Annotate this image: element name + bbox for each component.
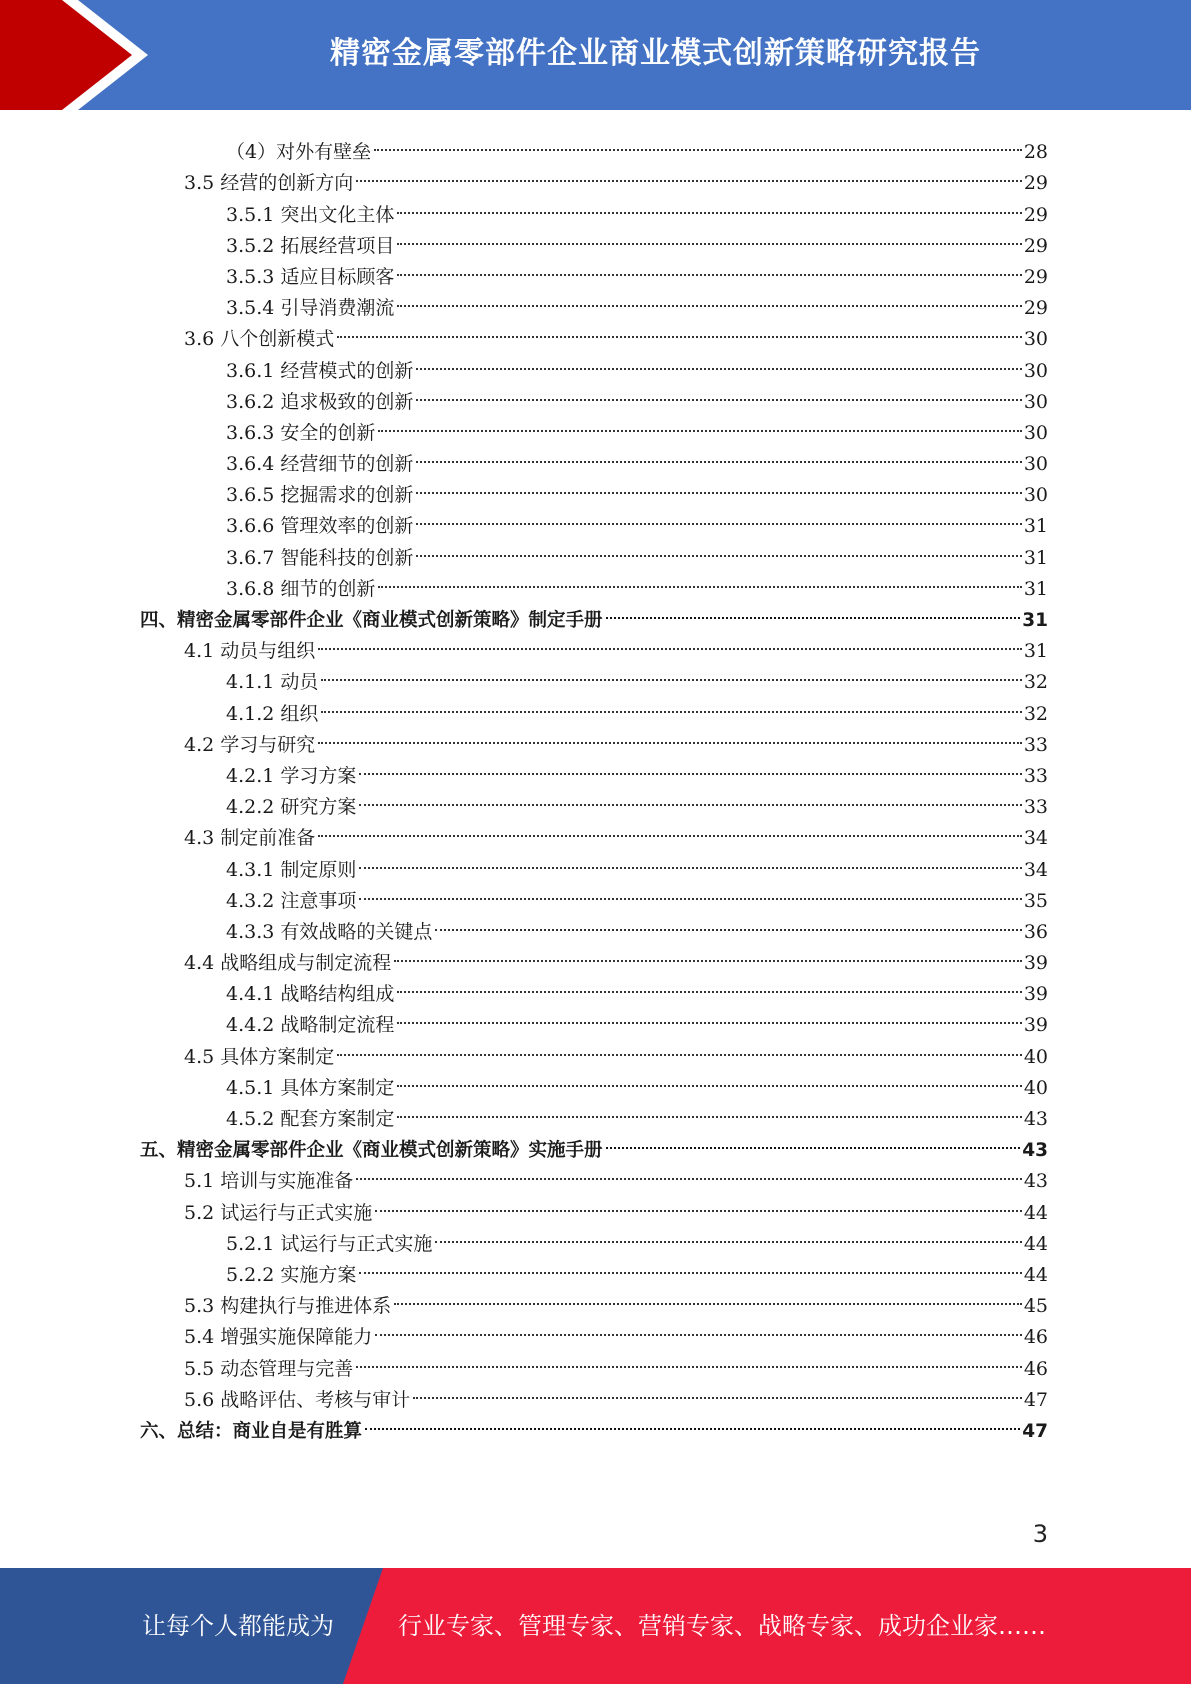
- toc-dot-leader: [378, 564, 1021, 595]
- table-of-contents: [140, 127, 1048, 1442]
- toc-entry-label: 3.6.8 细节的创新: [226, 577, 376, 600]
- toc-dot-leader: [321, 688, 1021, 719]
- toc-dot-leader: [435, 1219, 1021, 1250]
- toc-entry-page: 31: [1023, 577, 1048, 600]
- toc-entry-label: 3.6.6 管理效率的创新: [226, 515, 414, 538]
- toc-dot-leader: [356, 1156, 1022, 1187]
- toc-entry-label: 4.3.1 制定原则: [226, 858, 357, 881]
- toc-dot-leader: [416, 439, 1021, 470]
- toc-entry-page: 32: [1023, 702, 1048, 725]
- toc-entry-label: 3.6.7 智能科技的创新: [226, 546, 414, 569]
- toc-dot-leader: [318, 720, 1022, 751]
- toc-dot-leader: [359, 844, 1021, 875]
- toc-entry-label: （4）对外有壁垒: [226, 141, 372, 164]
- toc-entry-page: 31: [1022, 610, 1048, 631]
- toc-dot-leader: [397, 283, 1021, 314]
- toc-dot-leader: [359, 1250, 1021, 1281]
- toc-entry-label: 4.5 具体方案制定: [184, 1045, 335, 1068]
- toc-entry-label: 5.4 增强实施保障能力: [184, 1326, 373, 1349]
- toc-entry-page: 40: [1023, 1045, 1048, 1068]
- toc-entry-page: 43: [1023, 1170, 1048, 1193]
- toc-entry-label: 3.5.3 适应目标顾客: [226, 265, 395, 288]
- toc-dot-leader: [397, 221, 1021, 252]
- toc-entry-label: 4.4 战略组成与制定流程: [184, 952, 392, 975]
- toc-dot-leader: [374, 127, 1022, 158]
- toc-entry-page: 39: [1023, 983, 1048, 1006]
- toc-entry-label: 5.3 构建执行与推进体系: [184, 1295, 392, 1318]
- toc-dot-leader: [397, 969, 1021, 1000]
- toc-dot-leader: [356, 1343, 1022, 1374]
- toc-entry-page: 39: [1023, 952, 1048, 975]
- toc-dot-leader: [606, 595, 1021, 626]
- toc-dot-leader: [416, 345, 1021, 376]
- toc-dot-leader: [337, 1031, 1022, 1062]
- toc-entry-label: 3.5.4 引导消费潮流: [226, 297, 395, 320]
- toc-entry-page: 30: [1023, 484, 1048, 507]
- toc-entry-page: 43: [1023, 1108, 1048, 1130]
- page-footer: [0, 1568, 1191, 1684]
- toc-dot-leader: [375, 1187, 1022, 1218]
- toc-dot-leader: [416, 470, 1021, 501]
- toc-entry-page: 30: [1023, 359, 1048, 382]
- toc-entry-label: 4.3.2 注意事项: [226, 889, 357, 912]
- footer-slogan-left: 让每个人都能成为: [142, 1612, 334, 1640]
- toc-entry-label: 3.5.1 突出文化主体: [226, 203, 395, 226]
- toc-entry-label: 5.1 培训与实施准备: [184, 1170, 354, 1193]
- toc-entry-page: 43: [1022, 1140, 1048, 1162]
- toc-entry-label: 4.1 动员与组织: [184, 640, 316, 663]
- toc-entry-page: 31: [1023, 640, 1048, 663]
- toc-entry-page: 33: [1023, 733, 1048, 756]
- toc-dot-leader: [394, 938, 1022, 969]
- toc-entry-page: 30: [1023, 390, 1048, 413]
- toc-entry-page: 46: [1023, 1326, 1048, 1349]
- header-arrow-decoration: [0, 0, 160, 110]
- toc-entry-page: 30: [1023, 421, 1048, 444]
- toc-entry-label: 4.4.1 战略结构组成: [226, 983, 395, 1006]
- toc-dot-leader: [359, 751, 1021, 782]
- toc-entry-page: 39: [1023, 1014, 1048, 1037]
- toc-dot-leader: [397, 252, 1021, 283]
- toc-entry-page: 33: [1023, 764, 1048, 787]
- toc-entry-label: 4.3.3 有效战略的关键点: [226, 920, 433, 943]
- toc-dot-leader: [318, 626, 1022, 657]
- toc-entry-label: 3.6.1 经营模式的创新: [226, 359, 414, 382]
- toc-entry-label: 4.5.1 具体方案制定: [226, 1076, 395, 1099]
- toc-entry-page: 29: [1023, 234, 1048, 257]
- toc-dot-leader: [397, 1000, 1021, 1031]
- toc-entry-label: 5.5 动态管理与完善: [184, 1357, 354, 1380]
- toc-entry-page: 31: [1023, 546, 1048, 569]
- report-title: 精密金属零部件企业商业模式创新策略研究报告: [330, 36, 981, 71]
- toc-dot-leader: [356, 158, 1022, 189]
- toc-entry-page: 35: [1023, 889, 1048, 912]
- toc-dot-leader: [365, 1406, 1020, 1437]
- toc-entry-label: 4.2.2 研究方案: [226, 796, 357, 819]
- toc-entry-label: 4.5.2 配套方案制定: [226, 1108, 395, 1130]
- toc-entry-page: 36: [1023, 920, 1048, 943]
- toc-dot-leader: [321, 657, 1021, 688]
- page-header: [0, 0, 1191, 110]
- toc-dot-leader: [606, 1125, 1021, 1156]
- toc-dot-leader: [359, 876, 1021, 907]
- toc-entry-page: 33: [1023, 796, 1048, 819]
- toc-entry-label: 5.2.2 实施方案: [226, 1263, 357, 1286]
- toc-entry-page: 34: [1023, 827, 1048, 850]
- toc-entry-label: 5.2 试运行与正式实施: [184, 1201, 373, 1224]
- toc-entry-page: 32: [1023, 671, 1048, 694]
- toc-entry-page: 29: [1023, 172, 1048, 195]
- toc-entry-page: 44: [1023, 1263, 1048, 1286]
- toc-entry-page: 44: [1023, 1201, 1048, 1224]
- toc-entry-label: 3.5 经营的创新方向: [184, 172, 354, 195]
- toc-entry-label: 3.6.3 安全的创新: [226, 421, 376, 444]
- toc-entry-page: 28: [1023, 141, 1048, 164]
- page-number: 3: [1032, 1520, 1048, 1548]
- toc-dot-leader: [375, 1312, 1022, 1343]
- toc-entry-page: 47: [1023, 1388, 1048, 1411]
- toc-dot-leader: [416, 501, 1021, 532]
- toc-dot-leader: [359, 782, 1021, 813]
- toc-entry-page: 47: [1022, 1420, 1048, 1442]
- toc-entry[interactable]: [140, 127, 1048, 164]
- toc-entry-label: 3.6 八个创新模式: [184, 328, 335, 351]
- toc-entry-page: 45: [1023, 1295, 1048, 1318]
- toc-entry-label: 3.6.5 挖掘需求的创新: [226, 484, 414, 507]
- toc-entry-label: 4.2.1 学习方案: [226, 764, 357, 787]
- toc-entry-label: 3.6.2 追求极致的创新: [226, 390, 414, 413]
- toc-dot-leader: [378, 408, 1021, 439]
- toc-entry-label: 4.2 学习与研究: [184, 733, 316, 756]
- toc-entry-label: 4.3 制定前准备: [184, 827, 316, 850]
- toc-dot-leader: [413, 1375, 1022, 1406]
- toc-entry-label: 5.2.1 试运行与正式实施: [226, 1232, 433, 1255]
- toc-dot-leader: [416, 377, 1021, 408]
- toc-entry-label: 3.5.2 拓展经营项目: [226, 234, 395, 257]
- toc-dot-leader: [397, 1094, 1021, 1125]
- toc-entry-page: 31: [1023, 515, 1048, 538]
- footer-slogan-right: 行业专家、管理专家、营销专家、战略专家、成功企业家……: [398, 1612, 1046, 1640]
- toc-entry-page: 29: [1023, 297, 1048, 320]
- toc-dot-leader: [435, 907, 1021, 938]
- toc-entry-label: 4.1.1 动员: [226, 671, 319, 694]
- toc-dot-leader: [397, 189, 1021, 220]
- toc-entry-label: 六、总结：商业自是有胜算: [140, 1420, 363, 1442]
- toc-dot-leader: [416, 532, 1021, 563]
- toc-entry-page: 34: [1023, 858, 1048, 881]
- toc-entry-label: 5.6 战略评估、考核与审计: [184, 1388, 411, 1411]
- toc-dot-leader: [394, 1281, 1022, 1312]
- toc-entry-label: 四、精密金属零部件企业《商业模式创新策略》制定手册: [140, 610, 603, 631]
- toc-entry-label: 3.6.4 经营细节的创新: [226, 453, 414, 476]
- toc-dot-leader: [337, 314, 1022, 345]
- toc-entry-page: 44: [1023, 1232, 1048, 1255]
- toc-entry-page: 29: [1023, 265, 1048, 288]
- toc-entry-page: 30: [1023, 453, 1048, 476]
- toc-entry-page: 29: [1023, 203, 1048, 226]
- toc-entry-label: 4.1.2 组织: [226, 702, 319, 725]
- toc-entry-label: 4.4.2 战略制定流程: [226, 1014, 395, 1037]
- toc-entry-page: 30: [1023, 328, 1048, 351]
- toc-entry-label: 五、精密金属零部件企业《商业模式创新策略》实施手册: [140, 1140, 603, 1162]
- toc-entry-page: 46: [1023, 1357, 1048, 1380]
- toc-dot-leader: [397, 1063, 1021, 1094]
- toc-entry-page: 40: [1023, 1076, 1048, 1099]
- toc-dot-leader: [318, 813, 1022, 844]
